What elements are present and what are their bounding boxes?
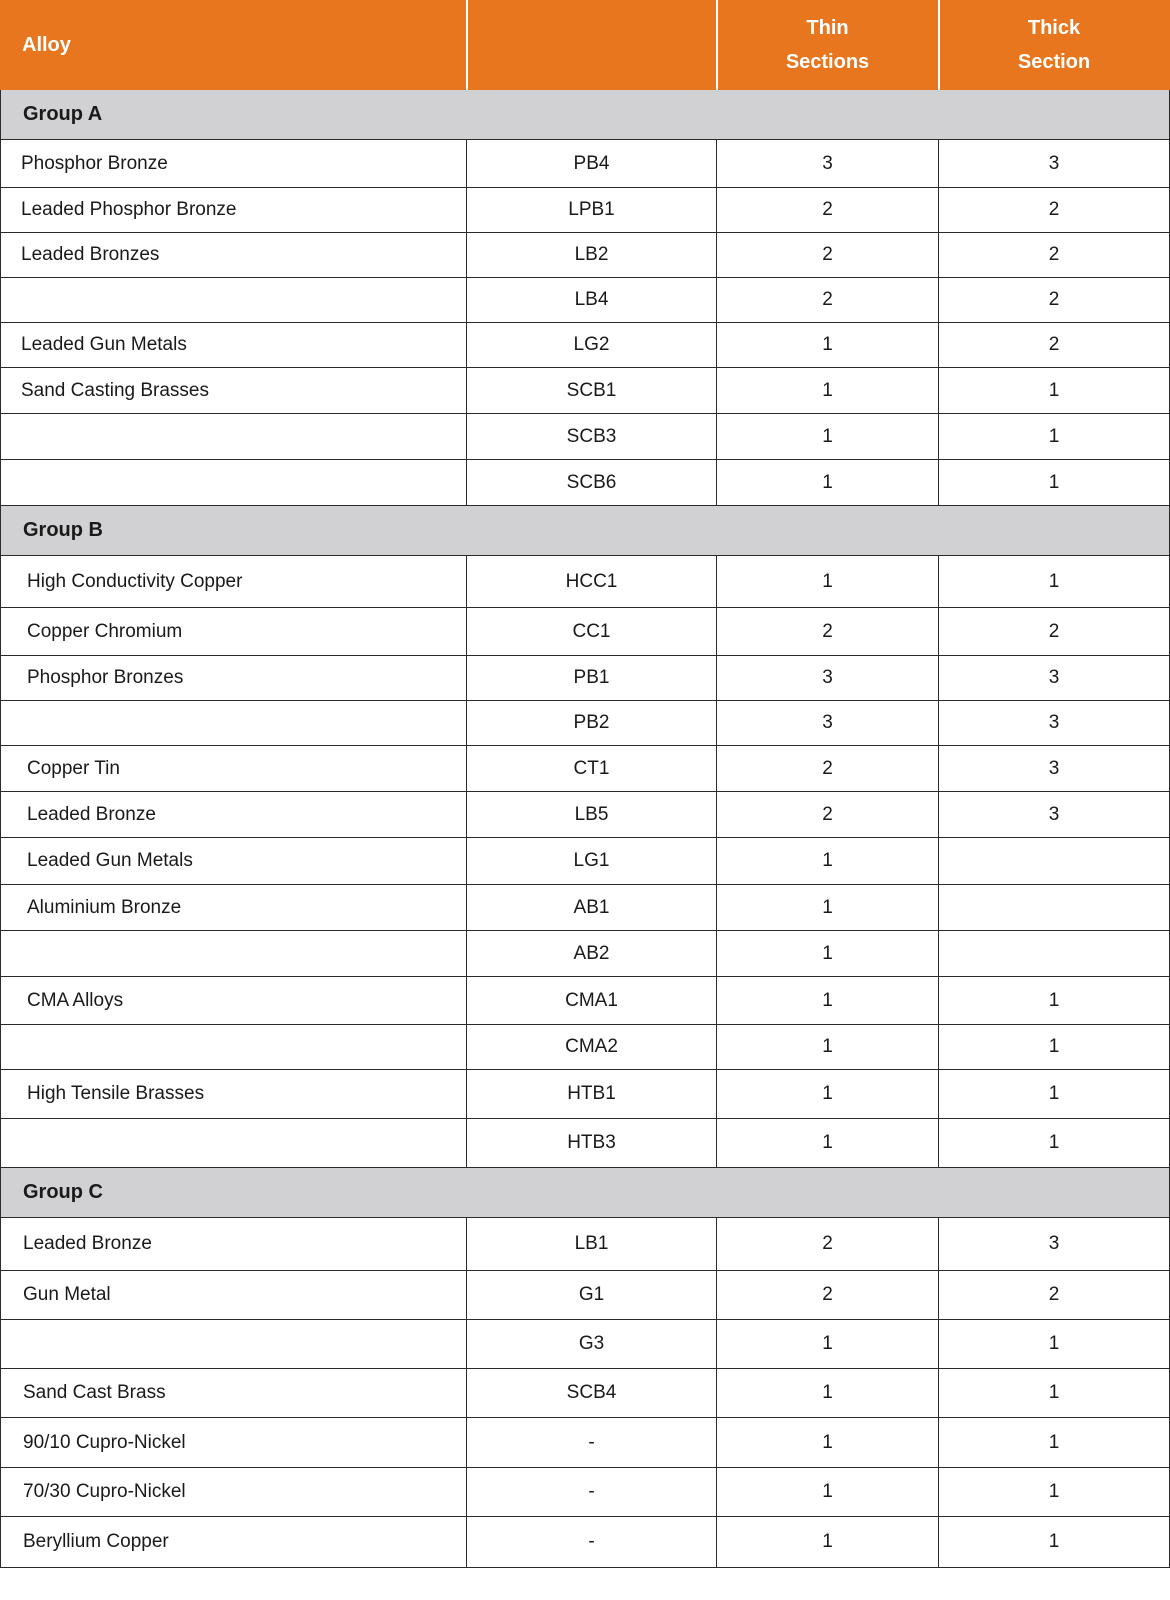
thin-sections-cell: 2 xyxy=(717,608,939,656)
thick-section-cell: 2 xyxy=(939,608,1170,656)
header-thin-line1: Thin xyxy=(806,17,849,39)
header-thin-sections xyxy=(717,1,939,90)
alloy-name-cell xyxy=(1,1025,467,1070)
table-row xyxy=(1,656,1170,701)
thick-section-cell: 3 xyxy=(939,656,1170,701)
thick-section-cell: 3 xyxy=(939,1218,1170,1271)
thick-section-cell: 1 xyxy=(939,414,1170,460)
thin-sections-cell: 1 xyxy=(717,885,939,931)
thin-sections-cell: 1 xyxy=(717,1025,939,1070)
alloy-name-cell xyxy=(1,278,467,323)
thick-section-cell: 1 xyxy=(939,368,1170,414)
table-row xyxy=(1,1070,1170,1119)
thick-section-cell: 3 xyxy=(939,701,1170,746)
alloy-name-cell: Beryllium Copper xyxy=(1,1517,467,1568)
thin-sections-cell: 3 xyxy=(717,140,939,188)
thin-sections-cell: 1 xyxy=(717,1418,939,1468)
alloy-name-cell: Leaded Phosphor Bronze xyxy=(1,188,467,233)
table-body xyxy=(1,90,1170,1568)
table-row xyxy=(1,368,1170,414)
table-row xyxy=(1,885,1170,931)
thin-sections-cell: 2 xyxy=(717,233,939,278)
thin-sections-cell: 2 xyxy=(717,1271,939,1320)
alloy-name-cell: Gun Metal xyxy=(1,1271,467,1320)
thick-section-cell xyxy=(939,885,1170,931)
table-row xyxy=(1,977,1170,1025)
thick-section-cell: 1 xyxy=(939,1320,1170,1369)
alloy-code-cell: AB2 xyxy=(467,931,717,977)
alloy-name-cell: Sand Casting Brasses xyxy=(1,368,467,414)
thin-sections-cell: 1 xyxy=(717,977,939,1025)
group-header-row xyxy=(1,506,1170,556)
group-title: Group B xyxy=(1,506,1170,556)
thin-sections-cell: 1 xyxy=(717,1468,939,1517)
alloy-code-cell: LB2 xyxy=(467,233,717,278)
alloy-name-cell: 90/10 Cupro-Nickel xyxy=(1,1418,467,1468)
table-row xyxy=(1,701,1170,746)
thin-sections-cell: 3 xyxy=(717,656,939,701)
thick-section-cell: 2 xyxy=(939,278,1170,323)
alloy-code-cell: SCB4 xyxy=(467,1369,717,1418)
table-row xyxy=(1,1517,1170,1568)
alloy-code-cell: HTB1 xyxy=(467,1070,717,1119)
alloy-code-cell: AB1 xyxy=(467,885,717,931)
thin-sections-cell: 1 xyxy=(717,1119,939,1168)
thin-sections-cell: 1 xyxy=(717,1369,939,1418)
group-title: Group C xyxy=(1,1168,1170,1218)
alloy-code-cell: HCC1 xyxy=(467,556,717,608)
thick-section-cell: 1 xyxy=(939,1025,1170,1070)
thin-sections-cell: 2 xyxy=(717,792,939,838)
table-row xyxy=(1,1369,1170,1418)
thick-section-cell: 1 xyxy=(939,1517,1170,1568)
table-row xyxy=(1,1025,1170,1070)
alloy-code-cell: CC1 xyxy=(467,608,717,656)
thin-sections-cell: 1 xyxy=(717,556,939,608)
alloy-code-cell: HTB3 xyxy=(467,1119,717,1168)
thick-section-cell: 3 xyxy=(939,140,1170,188)
alloy-name-cell: Leaded Bronze xyxy=(1,792,467,838)
table-row xyxy=(1,460,1170,506)
alloy-code-cell: CMA2 xyxy=(467,1025,717,1070)
alloy-code-cell: LB1 xyxy=(467,1218,717,1271)
alloy-name-cell: Leaded Gun Metals xyxy=(1,323,467,368)
thin-sections-cell: 1 xyxy=(717,460,939,506)
thick-section-cell: 2 xyxy=(939,188,1170,233)
alloy-code-cell: LG1 xyxy=(467,838,717,885)
alloy-name-cell xyxy=(1,1320,467,1369)
header-thick-section xyxy=(939,1,1170,90)
alloy-name-cell: Phosphor Bronze xyxy=(1,140,467,188)
alloy-code-cell: PB2 xyxy=(467,701,717,746)
alloy-code-cell: - xyxy=(467,1517,717,1568)
table-row xyxy=(1,931,1170,977)
header-thick-line1: Thick xyxy=(1027,17,1081,39)
alloy-name-cell: Sand Cast Brass xyxy=(1,1369,467,1418)
header-code xyxy=(467,1,717,90)
table-row xyxy=(1,140,1170,188)
alloy-code-cell: SCB6 xyxy=(467,460,717,506)
alloy-code-cell: - xyxy=(467,1468,717,1517)
header-alloy: Alloy xyxy=(1,1,467,90)
table-row xyxy=(1,1320,1170,1369)
alloy-code-cell: LB5 xyxy=(467,792,717,838)
table-row xyxy=(1,233,1170,278)
thin-sections-cell: 1 xyxy=(717,1070,939,1119)
thick-section-cell: 2 xyxy=(939,323,1170,368)
thin-sections-cell: 2 xyxy=(717,746,939,792)
table-row xyxy=(1,1271,1170,1320)
thick-section-cell: 1 xyxy=(939,1418,1170,1468)
alloy-name-cell xyxy=(1,460,467,506)
alloy-name-cell: Leaded Bronze xyxy=(1,1218,467,1271)
thin-sections-cell: 1 xyxy=(717,323,939,368)
thin-sections-cell: 1 xyxy=(717,414,939,460)
thick-section-cell: 1 xyxy=(939,1119,1170,1168)
thin-sections-cell: 3 xyxy=(717,701,939,746)
thick-section-cell: 1 xyxy=(939,1468,1170,1517)
header-thin-line2: Sections xyxy=(785,51,870,73)
alloy-code-cell: LG2 xyxy=(467,323,717,368)
table-row xyxy=(1,746,1170,792)
table-row xyxy=(1,1468,1170,1517)
alloy-code-cell: CMA1 xyxy=(467,977,717,1025)
thin-sections-cell: 1 xyxy=(717,1320,939,1369)
alloy-code-cell: SCB1 xyxy=(467,368,717,414)
thick-section-cell: 3 xyxy=(939,746,1170,792)
thin-sections-cell: 1 xyxy=(717,931,939,977)
thick-section-cell: 1 xyxy=(939,460,1170,506)
thick-section-cell: 2 xyxy=(939,1271,1170,1320)
thick-section-cell: 1 xyxy=(939,556,1170,608)
alloy-name-cell xyxy=(1,701,467,746)
alloy-code-cell: LPB1 xyxy=(467,188,717,233)
alloy-code-cell: CT1 xyxy=(467,746,717,792)
alloy-name-cell: Phosphor Bronzes xyxy=(1,656,467,701)
thick-section-cell xyxy=(939,838,1170,885)
thin-sections-cell: 1 xyxy=(717,1517,939,1568)
alloy-name-cell: 70/30 Cupro-Nickel xyxy=(1,1468,467,1517)
alloy-name-cell xyxy=(1,931,467,977)
thin-sections-cell: 2 xyxy=(717,188,939,233)
table-row xyxy=(1,792,1170,838)
table-row xyxy=(1,838,1170,885)
thick-section-cell: 1 xyxy=(939,977,1170,1025)
table-row xyxy=(1,556,1170,608)
alloy-name-cell: Leaded Gun Metals xyxy=(1,838,467,885)
alloy-name-cell: CMA Alloys xyxy=(1,977,467,1025)
table-row xyxy=(1,414,1170,460)
header-thick-line2: Section xyxy=(1017,51,1091,73)
alloy-name-cell: High Conductivity Copper xyxy=(1,556,467,608)
thick-section-cell: 1 xyxy=(939,1369,1170,1418)
alloy-name-cell: Leaded Bronzes xyxy=(1,233,467,278)
thin-sections-cell: 1 xyxy=(717,838,939,885)
thick-section-cell: 3 xyxy=(939,792,1170,838)
table-row xyxy=(1,188,1170,233)
alloy-code-cell: SCB3 xyxy=(467,414,717,460)
thick-section-cell xyxy=(939,931,1170,977)
thin-sections-cell: 2 xyxy=(717,278,939,323)
alloy-name-cell xyxy=(1,1119,467,1168)
table-row xyxy=(1,323,1170,368)
thin-sections-cell: 2 xyxy=(717,1218,939,1271)
table-row xyxy=(1,278,1170,323)
alloy-name-cell xyxy=(1,414,467,460)
header-row xyxy=(1,1,1170,90)
table-row xyxy=(1,1218,1170,1271)
group-header-row xyxy=(1,1168,1170,1218)
group-title: Group A xyxy=(1,90,1170,140)
alloy-code-cell: PB1 xyxy=(467,656,717,701)
alloy-code-cell: - xyxy=(467,1418,717,1468)
alloy-code-cell: PB4 xyxy=(467,140,717,188)
table-row xyxy=(1,608,1170,656)
group-header-row xyxy=(1,90,1170,140)
alloy-code-cell: G3 xyxy=(467,1320,717,1369)
thick-section-cell: 2 xyxy=(939,233,1170,278)
table-row xyxy=(1,1119,1170,1168)
alloy-name-cell: High Tensile Brasses xyxy=(1,1070,467,1119)
alloy-code-cell: LB4 xyxy=(467,278,717,323)
alloy-name-cell: Copper Chromium xyxy=(1,608,467,656)
thin-sections-cell: 1 xyxy=(717,368,939,414)
thick-section-cell: 1 xyxy=(939,1070,1170,1119)
alloy-name-cell: Copper Tin xyxy=(1,746,467,792)
alloy-code-cell: G1 xyxy=(467,1271,717,1320)
alloy-name-cell: Aluminium Bronze xyxy=(1,885,467,931)
table-row xyxy=(1,1418,1170,1468)
